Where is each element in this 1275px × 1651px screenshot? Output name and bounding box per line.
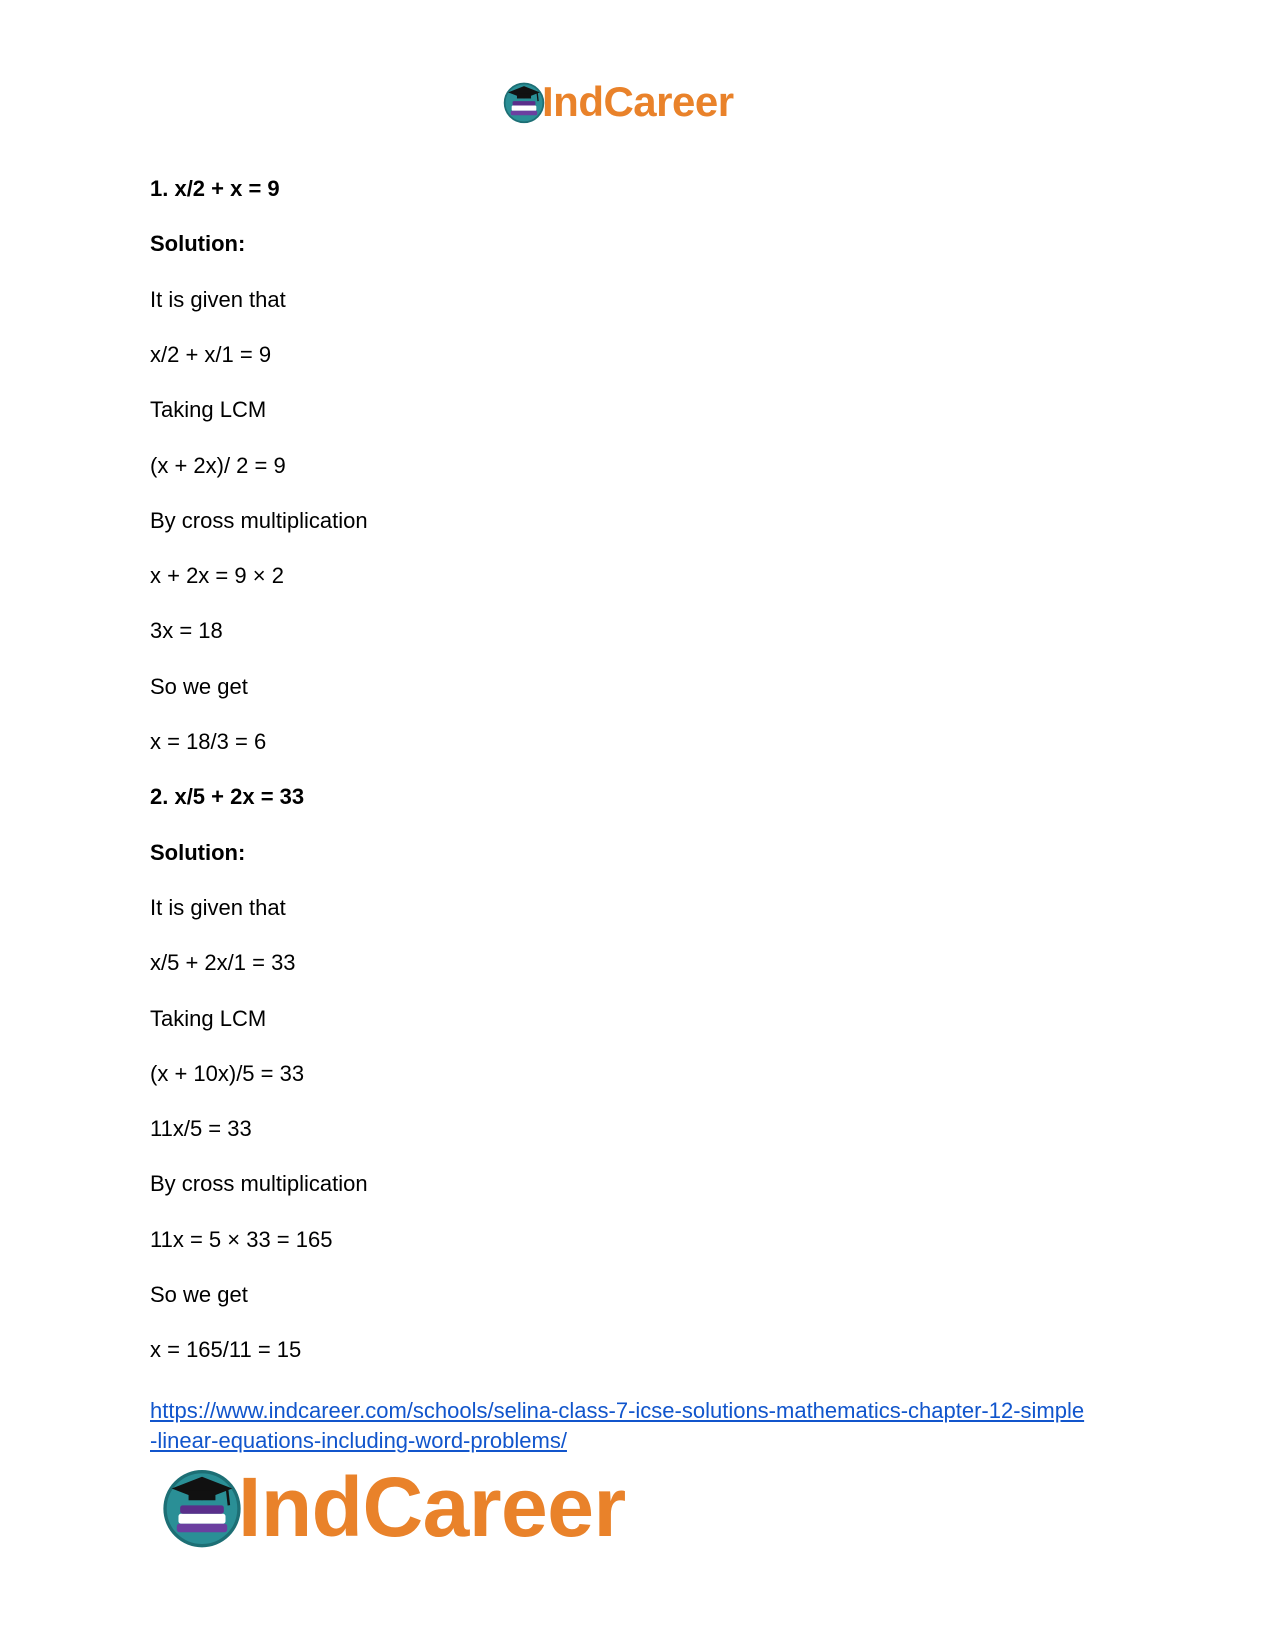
footer-logo bbox=[160, 1460, 626, 1554]
text-line: (x + 10x)/5 = 33 bbox=[150, 1061, 305, 1086]
text-line: Taking LCM bbox=[150, 397, 267, 422]
text-line: x + 2x = 9 × 2 bbox=[150, 563, 284, 588]
text-line: x/5 + 2x/1 = 33 bbox=[150, 950, 296, 975]
graduation-book-icon bbox=[502, 80, 546, 124]
text-line: It is given that bbox=[150, 895, 286, 920]
text-line: 11x = 5 × 33 = 165 bbox=[150, 1227, 333, 1252]
source-link[interactable] bbox=[150, 1396, 1130, 1456]
text-line: 3x = 18 bbox=[150, 618, 223, 643]
logo-text: IndCareer bbox=[542, 78, 734, 125]
heading-line: Solution: bbox=[150, 231, 246, 256]
link-line-1[interactable]: https://www.indcareer.com/schools/selina-class-7-icse-solutions-mathematics-chapter-12-simple bbox=[150, 1398, 1085, 1423]
text-line: By cross multiplication bbox=[150, 1171, 368, 1196]
text-line: By cross multiplication bbox=[150, 508, 368, 533]
text-line: So we get bbox=[150, 674, 248, 699]
heading-line: Solution: bbox=[150, 840, 246, 865]
heading-line: 1. x/2 + x = 9 bbox=[150, 176, 280, 201]
text-line: 11x/5 = 33 bbox=[150, 1116, 252, 1141]
heading-line: 2. x/5 + 2x = 33 bbox=[150, 784, 305, 809]
header-logo bbox=[502, 80, 734, 124]
text-line: Taking LCM bbox=[150, 1006, 267, 1031]
logo-text: IndCareer bbox=[238, 1460, 626, 1554]
text-line: So we get bbox=[150, 1282, 248, 1307]
text-line: It is given that bbox=[150, 287, 286, 312]
graduation-book-icon bbox=[160, 1465, 244, 1549]
text-line: x/2 + x/1 = 9 bbox=[150, 342, 272, 367]
link-line-2[interactable]: -linear-equations-including-word-problems/ bbox=[150, 1428, 567, 1453]
text-line: (x + 2x)/ 2 = 9 bbox=[150, 453, 286, 478]
text-line: x = 165/11 = 15 bbox=[150, 1337, 302, 1362]
text-line: x = 18/3 = 6 bbox=[150, 729, 267, 754]
